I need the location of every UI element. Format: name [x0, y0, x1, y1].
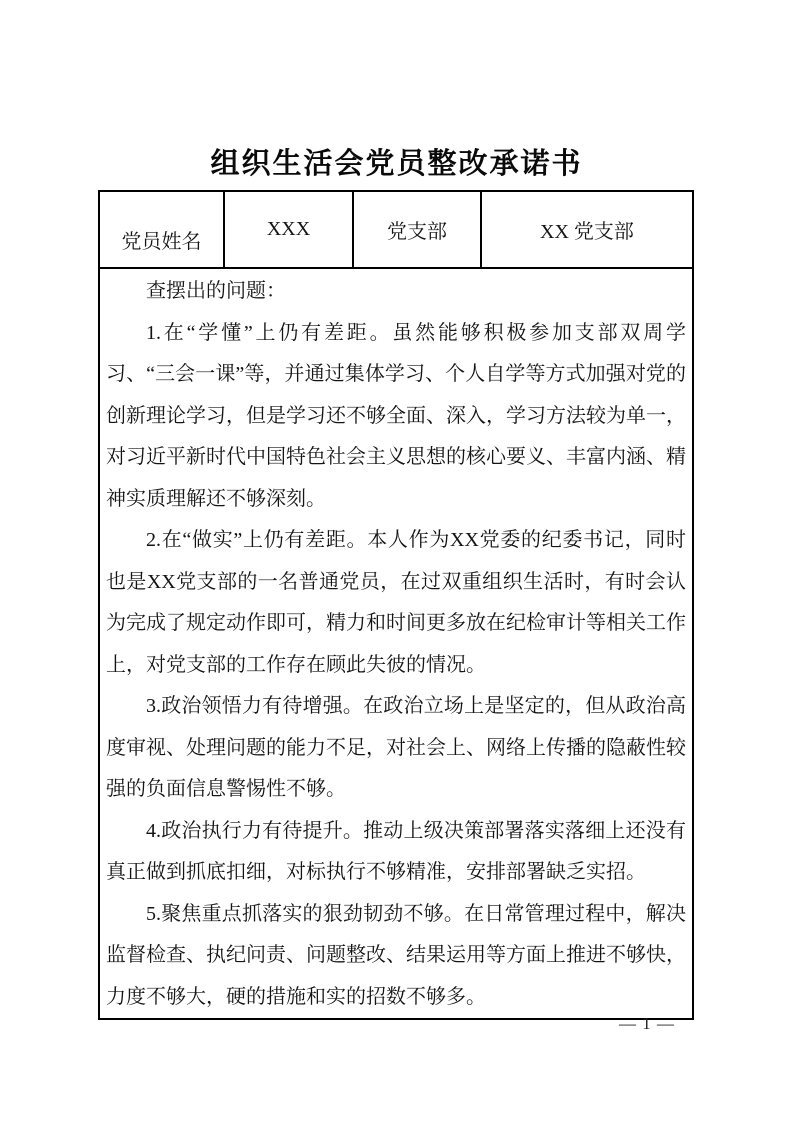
member-name-label: 党员姓名	[99, 191, 224, 268]
table-body-row	[99, 268, 693, 1019]
party-branch-value: XX 党支部	[481, 191, 693, 268]
page-number: — 1 —	[619, 1014, 675, 1033]
problem-paragraph: 4.政治执行力有待提升。推动上级决策部署落实落细上还没有真正做到抓底扣细，对标执行不够精准，安排部署缺乏实招。	[106, 819, 686, 883]
party-branch-label: 党支部	[353, 191, 481, 268]
page-title: 组织生活会党员整改承诺书	[210, 148, 583, 180]
problem-paragraph: 3.政治领悟力有待增强。在政治立场上是坚定的，但从政治高度审视、处理问题的能力不足，对社会上、网络上传播的隐蔽性较强的负面信息警惕性不够。	[106, 695, 686, 800]
member-name-value: XXX	[224, 191, 353, 268]
table-header-row	[99, 191, 693, 268]
member-info-table	[98, 190, 694, 1020]
problem-paragraph: 1.在“学懂”上仍有差距。虽然能够积极参加支部双周学习、“三会一课”等，并通过集体学习、个人自学等方式加强对党的创新理论学习，但是学习还不够全面、深入，学习方法较为单一，对习近平新时代中国特色社会主义思想的核心要义、丰富内涵、精神实质理解还不够深刻。	[106, 321, 686, 510]
problem-paragraph: 2.在“做实”上仍有差距。本人作为XX党委的纪委书记，同时也是XX党支部的一名普通党员，在过双重组织生活时，有时会认为完成了规定动作即可，精力和时间更多放在纪检审计等相关工作上，对党支部的工作存在顾此失彼的情况。	[106, 529, 686, 676]
problems-cell	[99, 268, 693, 1019]
problem-paragraph: 5.聚焦重点抓落实的狠劲韧劲不够。在日常管理过程中，解决监督检查、执纪问责、问题整改、结果运用等方面上推进不够快，力度不够大，硬的措施和实的招数不够多。	[106, 902, 686, 1008]
problems-section-heading: 查摆出的问题：	[146, 280, 286, 302]
